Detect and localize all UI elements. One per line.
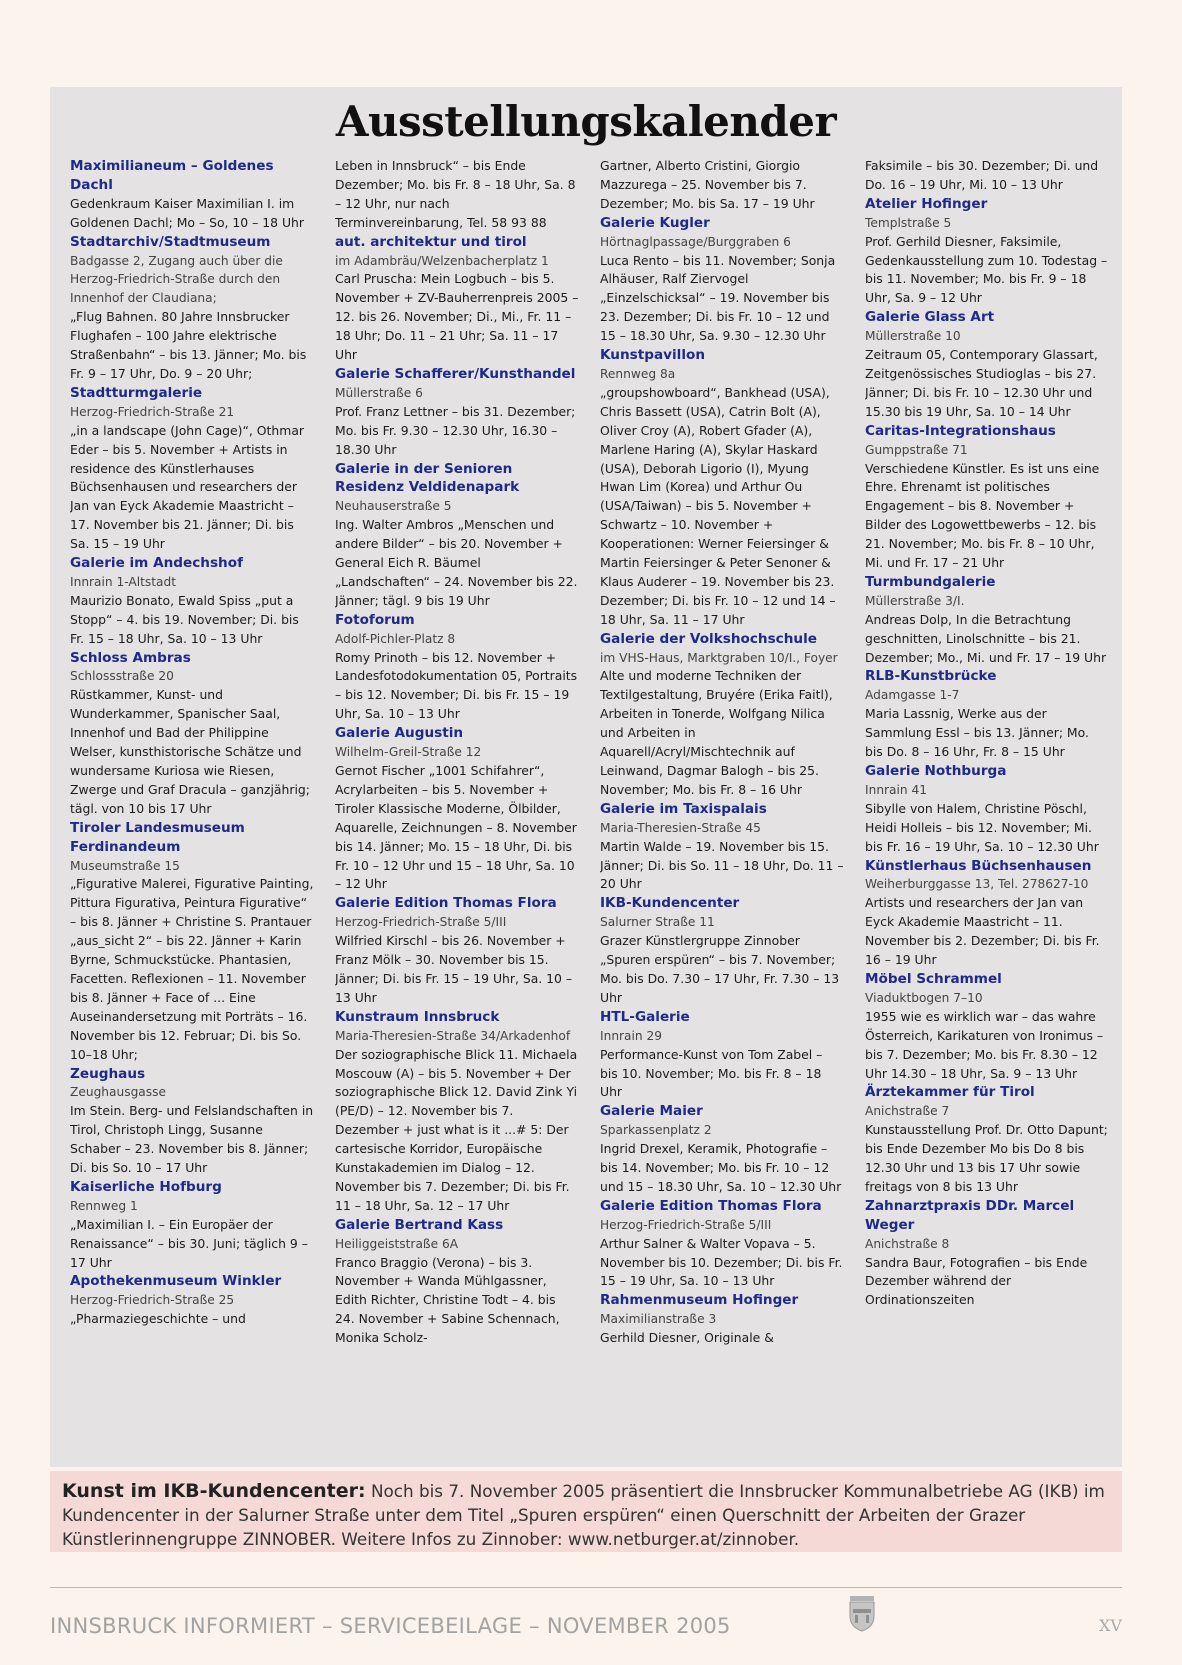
calendar-entry [335,1008,579,1216]
exhibition-details: Rüstkammer, Kunst- und Wunderkammer, Spanischer Saal, Innenhof und Bad der Philippine Welser, kunsthistorische Schätze und wundersame Kuriosa wie Riesen, Zwerge und Graf Dracula – ganzjährig; tägl. von 10 bis 17 Uhr [70,687,310,816]
venue-address: Maximilianstraße 3 [600,1312,717,1327]
venue-address: Neuhauserstraße 5 [335,499,452,514]
calendar-entry [335,724,579,894]
exhibition-details: Artists und researchers der Jan van Eyck Akademie Maastricht – 11. November bis 2. Dezember; Di. bis Fr. 16 – 19 Uhr [865,895,1100,968]
venue-name: Galerie Bertrand Kass [335,1216,504,1233]
venue-name: Galerie im Andechshof [70,555,243,572]
venue-name: Rahmenmuseum Hofinger [600,1292,799,1309]
exhibition-details: Sibylle von Halem, Christine Pöschl, Heidi Holleis – bis 12. November; Mi. bis Fr. 16 – 19 Uhr, Sa. 10 – 12.30 Uhr [865,800,1099,854]
exhibition-details: Luca Rento – bis 11. November; Sonja Alhäuser, Ralf Ziervogel „Einzelschicksal“ – 19. November bis 23. Dezember; Di. bis Fr. 10 – 12 und 15 – 18.30 Uhr, Sa. 9.30 – 12.30 Uhr [600,252,836,344]
calendar-entry [70,384,314,554]
exhibition-details: „Flug Bahnen. 80 Jahre Innsbrucker Flughafen – 100 Jahre elektrische Straßenbahn“ – bis 13. Jänner; Mo. bis Fr. 9 – 17 Uhr, Do. 9 – 20 Uhr; [70,309,307,381]
calendar-entry [865,308,1109,421]
exhibition-details: Faksimile – bis 30. Dezember; Di. und Do. 16 – 19 Uhr, Mi. 10 – 13 Uhr [865,158,1099,192]
exhibition-details: Maria Lassnig, Werke aus der Sammlung Essl – bis 13. Jänner; Mo. bis Do. 8 – 16 Uhr, Fr. 8 – 15 Uhr [865,706,1089,760]
exhibition-details: „groupshowboard“, Bankhead (USA), Chris Bassett (USA), Catrin Bolt (A), Oliver Croy (A), Robert Gfader (A), Marlene Haring (A), Skylar Haskard (USA), Deborah Ligorio (I), Myung Hwan Lim (Korea) und Arthur Ou (USA/Taiwan) – bis 5. November + Schwartz – 10. November + Kooperationen: Werner Feiersinger & Martin Feiersinger & Peter Senoner & Klaus Auderer – 19. November bis 23. Dezember; Di. bis Fr. 10 – 12 und 14 – 18 Uhr, Sa. 11 – 17 Uhr [600,384,836,627]
exhibition-details: Gerhild Diesner, Originale & [600,1330,774,1346]
venue-address: Adolf-Pichler-Platz 8 [335,631,456,646]
venue-name: Galerie im Taxispalais [600,800,767,817]
venue-name: Galerie Edition Thomas Flora [335,895,557,912]
exhibition-details: Gernot Fischer „1001 Schifahrer“, Acrylarbeiten – bis 5. November + Tiroler Klassische Moderne, Ölbilder, Aquarelle, Zeichnungen – 8. November bis 14. Jänner; Mo. 15 – 18 Uhr, Di. bis Fr. 10 – 12 Uhr und 15 – 18 Uhr, Sa. 10 – 12 Uhr [335,763,577,892]
venue-name: Galerie Edition Thomas Flora [600,1197,822,1214]
innsbruck-crest-icon [848,1596,876,1632]
venue-address: Adamgasse 1-7 [865,688,960,703]
venue-address: Sparkassenplatz 2 [600,1123,712,1138]
exhibition-details: Kunstausstellung Prof. Dr. Otto Dapunt; bis Ende Dezember Mo bis Do 8 bis 12.30 Uhr und 13 bis 17 Uhr sowie freitags von 8 bis 13 Uhr [865,1122,1108,1194]
venue-address: Herzog-Friedrich-Straße 25 [70,1293,235,1308]
calendar-entry [600,894,844,1007]
venue-name: Caritas-Integrationshaus [865,422,1056,439]
venue-name: aut. architektur und tirol [335,233,527,250]
calendar-entry [70,233,314,384]
venue-name: Fotoforum [335,611,415,628]
calendar-column-4 [865,157,1109,1457]
exhibition-details: Zeitraum 05, Contemporary Glassart, Zeitgenössisches Studioglas – bis 27. Jänner; Di. bis Fr. 10 – 12.30 Uhr und 15.30 bis 19 Uhr, Sa. 10 – 14 Uhr [865,347,1098,419]
exhibition-details: Leben in Innsbruck“ – bis Ende Dezember; Mo. bis Fr. 8 – 18 Uhr, Sa. 8 – 12 Uhr, nur nach Terminvereinbarung, Tel. 58 93 88 [335,158,576,230]
exhibition-details: Arthur Salner & Walter Vopava – 5. November bis 10. Dezember; Di. bis Fr. 15 – 19 Uhr, Sa. 10 – 13 Uhr [600,1235,843,1289]
venue-name: Stadtturmgalerie [70,384,203,401]
calendar-entry [70,1065,314,1178]
calendar-entry [335,365,579,460]
calendar-entry [70,157,314,233]
venue-address: Müllerstraße 6 [335,385,423,400]
calendar-entry [600,214,844,346]
notice-text: Noch bis 7. November 2005 präsentiert die Innsbrucker Kommunalbetriebe AG (IKB) im Kundencenter in der Salurner Straße unter dem Titel „Spuren erspüren“ einen Querschnitt der Arbeiten der Grazer Künstlerinnengruppe ZINNOBER. Weitere Infos zu Zinnober: www.netburger.at/zinnober. [62,1481,1105,1549]
venue-address: Rennweg 1 [70,1198,138,1213]
calendar-entry [70,1272,314,1329]
venue-name: RLB-Kunstbrücke [865,668,997,685]
venue-address: Maria-Theresien-Straße 34/Arkadenhof [335,1028,571,1043]
exhibition-details: Sandra Baur, Fotografien – bis Ende Dezember während der Ordinationszeiten [865,1254,1088,1308]
calendar-entry [70,554,314,649]
calendar-entry [335,233,579,365]
calendar-column-1 [70,157,314,1457]
venue-name: Ärztekammer für Tirol [865,1084,1035,1101]
venue-address: Weiherburggasse 13, Tel. 278627-10 [865,877,1089,892]
venue-name: Galerie in der Senioren Residenz Veldidenapark [335,460,520,496]
venue-name: Künstlerhaus Büchsenhausen [865,857,1092,874]
ikb-notice-box [50,1471,1122,1552]
venue-address: im VHS-Haus, Marktgraben 10/I., Foyer [600,650,838,665]
venue-address: Müllerstraße 3/I. [865,593,965,608]
calendar-entry [335,157,579,233]
calendar-entry [600,1197,844,1292]
calendar-entry [865,667,1109,762]
venue-name: Galerie Schafferer/Kunsthandel [335,365,576,382]
calendar-entry [865,857,1109,970]
exhibition-details: Im Stein. Berg- und Felslandschaften in Tirol, Christoph Lingg, Susanne Schaber – 23. November bis 8. Jänner; Di. bis So. 10 – 17 Uhr [70,1103,314,1176]
exhibition-details: Der soziographische Blick 11. Michaela Moscouw (A) – bis 5. November + Der soziographische Blick 12. David Zink Yi (PE/D) – 12. November bis 7. Dezember + just what is it ...# 5: Der cartesische Korridor, Europäische Kunstakademien im Dialog – 12. November bis 7. Dezember; Di. bis Fr. 11 – 18 Uhr, Sa. 12 – 17 Uhr [335,1046,578,1213]
exhibition-details: Verschiedene Künstler. Es ist uns eine Ehre. Ehrenamt ist politisches Engagement – bis 8. November + Bilder des Logowettbewerbs – 12. bis 21. November; Mo. bis Fr. 8 – 10 Uhr, Mi. und Fr. 17 – 21 Uhr [865,460,1100,571]
exhibition-details: Prof. Gerhild Diesner, Faksimile, Gedenkausstellung zum 10. Todestag – bis 11. November; Mo. bis Fr. 9 – 18 Uhr, Sa. 9 – 12 Uhr [865,233,1108,306]
venue-name: Apothekenmuseum Winkler [70,1273,282,1290]
calendar-entry [600,1008,844,1103]
page-number: XV [1099,1616,1122,1635]
venue-name: Turmbundgalerie [865,573,996,590]
venue-address: Anichstraße 8 [865,1236,950,1251]
venue-address: Museumstraße 15 [70,858,180,873]
calendar-entry [600,346,844,630]
venue-address: Maria-Theresien-Straße 45 [600,820,761,835]
venue-address: Gumppstraße 71 [865,442,968,457]
exhibition-details: Romy Prinoth – bis 12. November + Landesfotodokumentation 05, Portraits – bis 12. November; Di. bis Fr. 15 – 19 Uhr, Sa. 10 – 13 Uhr [335,649,578,722]
exhibition-details: Grazer Künstlergruppe Zinnober „Spuren erspüren“ – bis 7. November; Mo. bis Do. 7.30 – 17 Uhr, Fr. 7.30 – 13 Uhr [600,933,840,1005]
exhibition-details: Maurizio Bonato, Ewald Spiss „put a Stopp“ – 4. bis 19. November; Di. bis Fr. 15 – 18 Uhr, Sa. 10 – 13 Uhr [70,592,299,646]
venue-name: IKB-Kundencenter [600,895,740,912]
calendar-entry [865,762,1109,857]
calendar-entry [865,157,1109,195]
venue-address: Salurner Straße 11 [600,915,715,930]
calendar-entry [865,195,1109,308]
notice-heading: Kunst im IKB-Kundencenter: [62,1480,366,1502]
calendar-column-3 [600,157,844,1457]
venue-address: Herzog-Friedrich-Straße 5/III [600,1217,772,1232]
exhibition-details: Alte und moderne Techniken der Textilgestaltung, Bruyére (Erika Faitl), Arbeiten in Tonerde, Wolfgang Nilica und Arbeiten in Aquarell/Acryl/Mischtechnik auf Leinwand, Dagmar Balogh – bis 25. November; Mo. bis Fr. 8 – 16 Uhr [600,668,833,797]
footer-divider [50,1587,1122,1588]
exhibition-details: Ing. Walter Ambros „Menschen und andere Bilder“ – bis 20. November + General Eich R. Bäumel „Landschaften“ – 24. November bis 22. Jänner; tägl. 9 bis 19 Uhr [335,517,578,608]
calendar-entry [600,157,844,214]
venue-name: Galerie Kugler [600,214,710,231]
exhibition-details: Performance-Kunst von Tom Zabel – bis 10. November; Mo. bis Fr. 8 – 18 Uhr [600,1046,823,1100]
venue-address: Templstraße 5 [865,215,952,230]
venue-address: Badgasse 2, Zugang auch über die Herzog-Friedrich-Straße durch den Innenhof der Claudiana; [70,253,283,306]
calendar-entry [600,1102,844,1197]
exhibition-details: Gartner, Alberto Cristini, Giorgio Mazzurega – 25. November bis 7. Dezember; Mo. bis Sa. 17 – 19 Uhr [600,158,815,211]
venue-address: im Adambräu/Welzenbacherplatz 1 [335,253,549,268]
venue-address: Rennweg 8a [600,366,676,381]
venue-name: Galerie Nothburga [865,763,1007,779]
venue-address: Zeughausgasse [70,1085,166,1100]
calendar-panel [50,87,1122,1467]
footer-text: INNSBRUCK INFORMIERT – SERVICEBEILAGE – NOVEMBER 2005 [50,1614,731,1638]
calendar-entry [600,800,844,895]
venue-name: Stadtarchiv/Stadtmuseum [70,233,271,250]
venue-address: Herzog-Friedrich-Straße 21 [70,404,235,419]
venue-name: Kunstraum Innsbruck [335,1008,500,1025]
venue-address: Müllerstraße 10 [865,329,961,344]
venue-name: Zeughaus [70,1065,146,1082]
calendar-entry [600,1291,844,1348]
venue-name: Galerie der Volkshochschule [600,630,817,647]
exhibition-details: „in a landscape (John Cage)“, Othmar Eder – bis 5. November + Artists in residence des Künstlerhauses Büchsenhausen und researchers der Jan van Eyck Akademie Maastricht – 17. November bis 21. Jänner; Di. bis Sa. 15 – 19 Uhr [70,422,305,552]
exhibition-details: Prof. Franz Lettner – bis 31. Dezember; Mo. bis Fr. 9.30 – 12.30 Uhr, 16.30 – 18.30 Uhr [335,403,576,457]
calendar-entry [70,1178,314,1273]
exhibition-details: Wilfried Kirschl – bis 26. November + Franz Mölk – 30. November bis 15. Jänner; Di. bis Fr. 15 – 19 Uhr, Sa. 10 – 13 Uhr [335,933,573,1005]
calendar-entry [865,422,1109,573]
calendar-entry [335,894,579,1007]
exhibition-details: 1955 wie es wirklich war – das wahre Österreich, Karikaturen von Ironimus – bis 7. Dezember; Mo. bis Fr. 8.30 – 12 Uhr 14.30 – 18 Uhr, Sa. 9 – 13 Uhr [865,1008,1104,1081]
venue-name: Möbel Schrammel [865,970,1002,987]
exhibition-details: Carl Pruscha: Mein Logbuch – bis 5. November + ZV-Bauherrenpreis 2005 – 12. bis 26. November; Di., Mi., Fr. 11 – 18 Uhr; Do. 11 – 21 Uhr; Sa. 11 – 17 Uhr [335,271,579,363]
venue-name: Tiroler Landesmuseum Ferdinandeum [70,819,245,855]
venue-address: Heiliggeiststraße 6A [335,1236,459,1251]
calendar-entry [865,1197,1109,1310]
calendar-entry [865,573,1109,668]
venue-address: Hörtnaglpassage/Burggraben 6 [600,234,791,249]
venue-name: Maximilianeum – Goldenes Dachl [70,158,274,193]
venue-address: Viaduktbogen 7–10 [865,990,983,1005]
exhibition-details: Gedenkraum Kaiser Maximilian I. im Goldenen Dachl; Mo – So, 10 – 18 Uhr [70,195,304,230]
venue-name: Atelier Hofinger [865,195,988,212]
venue-address: Innrain 1-Altstadt [70,574,177,589]
venue-address: Innrain 29 [600,1028,663,1043]
exhibition-details: Ingrid Drexel, Keramik, Photografie – bis 14. November; Mo. bis Fr. 10 – 12 und 15 – 18.30 Uhr, Sa. 10 – 12.30 Uhr [600,1141,842,1194]
calendar-entry [335,460,579,611]
calendar-entry [865,1083,1109,1196]
venue-address: Anichstraße 7 [865,1104,950,1119]
venue-address: Wilhelm-Greil-Straße 12 [335,745,482,760]
exhibition-details: Martin Walde – 19. November bis 15. Jänner; Di. bis So. 11 – 18 Uhr, Do. 11 – 20 Uhr [600,838,844,892]
venue-name: Galerie Maier [600,1103,703,1120]
calendar-entry [600,630,844,800]
venue-address: Schlossstraße 20 [70,669,174,684]
exhibition-details: „Maximilian I. – Ein Europäer der Renaissance“ – bis 30. Juni; täglich 9 – 17 Uhr [70,1216,308,1270]
venue-name: HTL-Galerie [600,1008,690,1025]
venue-name: Galerie Augustin [335,725,464,742]
page-title: Ausstellungskalender [335,97,837,146]
venue-name: Galerie Glass Art [865,309,995,326]
calendar-column-2 [335,157,579,1457]
calendar-entry [335,1216,579,1348]
venue-address: Herzog-Friedrich-Straße 5/III [335,915,507,930]
venue-name: Schloss Ambras [70,649,191,666]
exhibition-details: Franco Braggio (Verona) – bis 3. November + Wanda Mühlgassner, Edith Richter, Christine Todt – 4. bis 24. November + Sabine Schennach, Monika Scholz- [335,1254,560,1346]
calendar-entry [70,819,314,1065]
exhibition-details: „Pharmaziegeschichte – und [70,1311,246,1327]
exhibition-details: „Figurative Malerei, Figurative Painting, Pittura Figurativa, Peintura Figurative“ – bis 8. Jänner + Christine S. Prantauer „aus_sicht 2“ – bis 22. Jänner + Karin Byrne, Schmuckstücke. Phantasien, Facetten. Reflexionen – 11. November bis 8. Jänner + Face of ... Eine Auseinandersetzung mit Porträts – 16. November bis 12. Februar; Di. bis So. 10–18 Uhr; [70,876,314,1062]
venue-name: Kunstpavillon [600,347,705,364]
ikb-notice [50,1471,1122,1551]
calendar-entry [865,970,1109,1083]
venue-name: Zahnarztpraxis DDr. Marcel Weger [865,1197,1075,1233]
venue-name: Kaiserliche Hofburg [70,1178,222,1195]
calendar-entry [335,611,579,724]
venue-address: Innrain 41 [865,782,928,797]
exhibition-details: Andreas Dolp, In die Betrachtung geschnitten, Linolschnitte – bis 21. Dezember; Mo., Mi. und Fr. 17 – 19 Uhr [865,611,1107,665]
calendar-entry [70,649,314,819]
